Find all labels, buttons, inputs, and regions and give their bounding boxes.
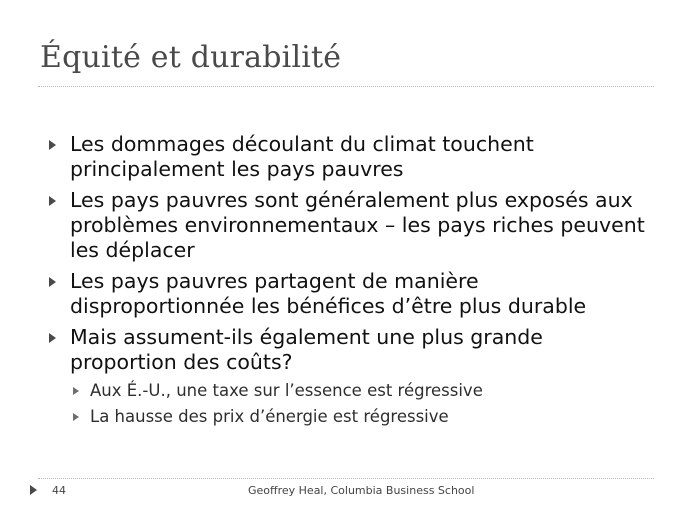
slide-title: Équité et durabilité (40, 40, 342, 75)
title-divider (38, 86, 654, 87)
bullet-item (46, 269, 652, 319)
sub-bullet-arrow-icon (73, 387, 79, 395)
bullet-arrow-icon (49, 277, 56, 287)
sub-bullet-item (70, 407, 652, 427)
footer-arrow-icon (30, 485, 37, 495)
slide-footer (0, 484, 688, 502)
bullet-item (46, 188, 652, 263)
bullet-arrow-icon (49, 333, 56, 343)
footer-divider (38, 478, 654, 479)
bullet-arrow-icon (49, 196, 56, 206)
bullet-text: Les pays pauvres partagent de manière disproportionnée les bénéfices d’être plus durable (70, 269, 587, 318)
bullet-list (46, 132, 652, 433)
bullet-text: Les pays pauvres sont généralement plus exposés aux problèmes environnementaux – les pays riches peuvent les déplacer (70, 188, 645, 262)
page-number: 44 (52, 484, 66, 497)
bullet-item (46, 325, 652, 375)
footer-source: Geoffrey Heal, Columbia Business School (248, 484, 475, 497)
sub-bullet-item (70, 381, 652, 401)
sub-bullet-text: La hausse des prix d’énergie est régressive (90, 407, 449, 426)
bullet-arrow-icon (49, 140, 56, 150)
bullet-text: Les dommages découlant du climat touchent principalement les pays pauvres (70, 132, 534, 181)
bullet-item (46, 132, 652, 182)
sub-bullet-text: Aux É.-U., une taxe sur l’essence est régressive (90, 381, 483, 400)
bullet-text: Mais assument-ils également une plus grande proportion des coûts? (70, 325, 543, 374)
sub-bullet-arrow-icon (73, 413, 79, 421)
